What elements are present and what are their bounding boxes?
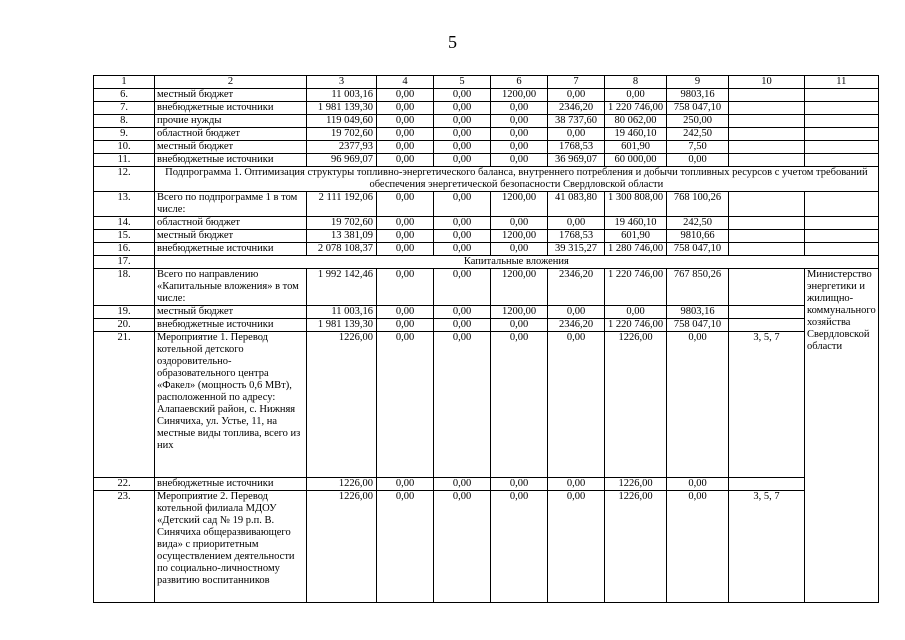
row-number: 12.	[94, 167, 155, 192]
cell-value: 0,00	[548, 89, 605, 102]
cell-value: 0,00	[434, 332, 491, 478]
cell-value: 0,00	[491, 141, 548, 154]
row-number: 15.	[94, 230, 155, 243]
row-number: 14.	[94, 217, 155, 230]
row-number: 8.	[94, 115, 155, 128]
cell-value: 38 737,60	[548, 115, 605, 128]
cell-value	[805, 243, 879, 256]
table-row	[94, 154, 879, 167]
cell-value: 0,00	[434, 141, 491, 154]
cell-value: 1226,00	[605, 332, 667, 478]
column-header: 5	[434, 76, 491, 89]
cell-value	[805, 141, 879, 154]
budget-table	[93, 75, 879, 603]
cell-value: 1200,00	[491, 89, 548, 102]
row-label: местный бюджет	[155, 89, 307, 102]
cell-value: 0,00	[491, 115, 548, 128]
cell-value	[805, 128, 879, 141]
table-row	[94, 167, 879, 192]
cell-value: 0,00	[377, 230, 434, 243]
cell-value: 0,00	[434, 128, 491, 141]
cell-value: 0,00	[377, 217, 434, 230]
page-number: 5	[448, 32, 457, 52]
cell-value: 0,00	[377, 141, 434, 154]
cell-value: 2 111 192,06	[307, 192, 377, 217]
column-header-row	[94, 76, 879, 89]
cell-value: 36 969,07	[548, 154, 605, 167]
cell-value: 0,00	[491, 319, 548, 332]
table-row	[94, 230, 879, 243]
row-label: прочие нужды	[155, 115, 307, 128]
row-number: 17.	[94, 256, 155, 269]
table-row	[94, 332, 879, 478]
cell-value: 119 049,60	[307, 115, 377, 128]
cell-value: 0,00	[377, 306, 434, 319]
cell-value	[729, 141, 805, 154]
table-row	[94, 256, 879, 269]
cell-value: 1 981 139,30	[307, 102, 377, 115]
column-header: 1	[94, 76, 155, 89]
table-row	[94, 319, 879, 332]
cell-value	[729, 128, 805, 141]
cell-value: 601,90	[605, 141, 667, 154]
cell-value: 0,00	[377, 154, 434, 167]
cell-value: 1 220 746,00	[605, 269, 667, 306]
cell-value: 1226,00	[605, 491, 667, 603]
cell-value	[805, 230, 879, 243]
cell-value: 0,00	[377, 332, 434, 478]
cell-value: 0,00	[667, 332, 729, 478]
cell-value: 758 047,10	[667, 319, 729, 332]
row-label: внебюджетные источники	[155, 102, 307, 115]
row-label: внебюджетные источники	[155, 319, 307, 332]
column-header: 10	[729, 76, 805, 89]
cell-value: 1 981 139,30	[307, 319, 377, 332]
row-number: 20.	[94, 319, 155, 332]
row-number: 6.	[94, 89, 155, 102]
table-row	[94, 269, 879, 306]
row-number: 11.	[94, 154, 155, 167]
cell-value	[729, 230, 805, 243]
cell-value: 242,50	[667, 217, 729, 230]
row-label: внебюджетные источники	[155, 243, 307, 256]
cell-value: 0,00	[548, 306, 605, 319]
cell-value: 0,00	[491, 332, 548, 478]
row-number: 9.	[94, 128, 155, 141]
cell-value: 1 220 746,00	[605, 319, 667, 332]
cell-value	[805, 102, 879, 115]
cell-value: 0,00	[491, 217, 548, 230]
column-header: 2	[155, 76, 307, 89]
cell-value: 13 381,09	[307, 230, 377, 243]
cell-value: 0,00	[377, 89, 434, 102]
column-header: 6	[491, 76, 548, 89]
table-row	[94, 192, 879, 217]
column-header: 3	[307, 76, 377, 89]
cell-value	[729, 102, 805, 115]
cell-value: 0,00	[434, 230, 491, 243]
cell-value: 0,00	[377, 269, 434, 306]
row-label: внебюджетные источники	[155, 154, 307, 167]
cell-value: 0,00	[377, 115, 434, 128]
cell-value: 3, 5, 7	[729, 491, 805, 603]
table-row	[94, 491, 879, 603]
cell-value: 1768,53	[548, 230, 605, 243]
cell-value	[805, 192, 879, 217]
row-label: Мероприятие 1. Перевод котельной детского оздоровительно-образовательного центра «Факел» (мощность 0,6 МВт), расположенной по адресу: Алапаевский район, с. Нижняя Синячиха, ул. Устье, 11, на местные виды топлива, всего из них	[155, 332, 307, 478]
column-header: 4	[377, 76, 434, 89]
cell-value	[729, 154, 805, 167]
cell-value: 0,00	[377, 319, 434, 332]
cell-value: 0,00	[548, 491, 605, 603]
table-row	[94, 243, 879, 256]
cell-value	[805, 154, 879, 167]
cell-value: 0,00	[667, 478, 729, 491]
table-row	[94, 217, 879, 230]
cell-value: 19 460,10	[605, 217, 667, 230]
row-number: 18.	[94, 269, 155, 306]
cell-value: 0,00	[548, 478, 605, 491]
cell-value: 19 460,10	[605, 128, 667, 141]
cell-value: 768 100,26	[667, 192, 729, 217]
cell-value: 60 000,00	[605, 154, 667, 167]
cell-value: 0,00	[491, 478, 548, 491]
table-row	[94, 478, 879, 491]
row-number: 23.	[94, 491, 155, 603]
responsible-executor: Министерство энергетики и жилищно-коммунального хозяйства Свердловской области	[805, 269, 879, 603]
cell-value: 0,00	[434, 491, 491, 603]
cell-value: 2346,20	[548, 319, 605, 332]
cell-value: 39 315,27	[548, 243, 605, 256]
cell-value: 1200,00	[491, 192, 548, 217]
cell-value	[805, 217, 879, 230]
cell-value	[729, 243, 805, 256]
cell-value: 7,50	[667, 141, 729, 154]
row-label: местный бюджет	[155, 141, 307, 154]
cell-value: 0,00	[434, 478, 491, 491]
cell-value	[805, 115, 879, 128]
row-number: 21.	[94, 332, 155, 478]
cell-value	[729, 217, 805, 230]
cell-value: 9810,66	[667, 230, 729, 243]
cell-value: 1226,00	[307, 332, 377, 478]
table-row	[94, 128, 879, 141]
cell-value: 0,00	[377, 478, 434, 491]
cell-value: 1200,00	[491, 230, 548, 243]
cell-value: 242,50	[667, 128, 729, 141]
row-number: 10.	[94, 141, 155, 154]
cell-value: 9803,16	[667, 306, 729, 319]
row-number: 19.	[94, 306, 155, 319]
cell-value: 0,00	[548, 332, 605, 478]
cell-value	[729, 319, 805, 332]
cell-value: 0,00	[548, 217, 605, 230]
section-heading: Подпрограмма 1. Оптимизация структуры топливно-энергетического баланса, внутреннего потребления и добычи топливных ресурсов с учетом требований обеспечения энергетической безопасности Свердловской области	[155, 167, 879, 192]
cell-value: 758 047,10	[667, 102, 729, 115]
table-row	[94, 115, 879, 128]
cell-value: 1768,53	[548, 141, 605, 154]
cell-value: 0,00	[491, 102, 548, 115]
cell-value: 0,00	[377, 192, 434, 217]
cell-value: 601,90	[605, 230, 667, 243]
table-row	[94, 102, 879, 115]
cell-value: 0,00	[434, 269, 491, 306]
cell-value: 0,00	[605, 89, 667, 102]
cell-value	[729, 306, 805, 319]
cell-value: 1226,00	[307, 478, 377, 491]
column-header: 11	[805, 76, 879, 89]
cell-value: 1 992 142,46	[307, 269, 377, 306]
cell-value: 2377,93	[307, 141, 377, 154]
cell-value: 0,00	[667, 154, 729, 167]
row-label: Всего по направлению «Капитальные вложения» в том числе:	[155, 269, 307, 306]
cell-value: 0,00	[434, 89, 491, 102]
cell-value: 0,00	[491, 243, 548, 256]
cell-value: 3, 5, 7	[729, 332, 805, 478]
cell-value: 80 062,00	[605, 115, 667, 128]
column-header: 8	[605, 76, 667, 89]
section-heading: Капитальные вложения	[155, 256, 879, 269]
row-number: 13.	[94, 192, 155, 217]
cell-value: 0,00	[434, 192, 491, 217]
cell-value: 0,00	[491, 154, 548, 167]
row-number: 7.	[94, 102, 155, 115]
cell-value: 1200,00	[491, 306, 548, 319]
cell-value: 0,00	[377, 491, 434, 603]
cell-value: 41 083,80	[548, 192, 605, 217]
table-row	[94, 306, 879, 319]
cell-value: 0,00	[605, 306, 667, 319]
cell-value	[729, 115, 805, 128]
cell-value: 0,00	[434, 115, 491, 128]
cell-value: 1226,00	[605, 478, 667, 491]
cell-value: 96 969,07	[307, 154, 377, 167]
cell-value: 0,00	[491, 128, 548, 141]
cell-value: 0,00	[434, 243, 491, 256]
cell-value: 2346,20	[548, 102, 605, 115]
row-label: Мероприятие 2. Перевод котельной филиала МДОУ «Детский сад № 19 р.п. В. Синячиха общеразвивающего вида» с приоритетным осуществлением деятельности по социально-личностному развитию воспитанников	[155, 491, 307, 603]
cell-value: 0,00	[548, 128, 605, 141]
table-row	[94, 89, 879, 102]
cell-value: 0,00	[434, 102, 491, 115]
row-label: областной бюджет	[155, 217, 307, 230]
cell-value: 0,00	[377, 102, 434, 115]
cell-value: 11 003,16	[307, 89, 377, 102]
cell-value: 1226,00	[307, 491, 377, 603]
cell-value: 2 078 108,37	[307, 243, 377, 256]
row-label: внебюджетные источники	[155, 478, 307, 491]
row-label: местный бюджет	[155, 306, 307, 319]
cell-value: 19 702,60	[307, 217, 377, 230]
cell-value: 11 003,16	[307, 306, 377, 319]
cell-value: 0,00	[491, 491, 548, 603]
cell-value: 250,00	[667, 115, 729, 128]
table-row	[94, 141, 879, 154]
row-number: 22.	[94, 478, 155, 491]
cell-value: 0,00	[434, 319, 491, 332]
cell-value: 2346,20	[548, 269, 605, 306]
cell-value: 19 702,60	[307, 128, 377, 141]
cell-value: 1 280 746,00	[605, 243, 667, 256]
cell-value: 1200,00	[491, 269, 548, 306]
cell-value: 0,00	[434, 154, 491, 167]
cell-value: 9803,16	[667, 89, 729, 102]
row-label: местный бюджет	[155, 230, 307, 243]
cell-value	[729, 89, 805, 102]
cell-value: 1 220 746,00	[605, 102, 667, 115]
cell-value: 767 850,26	[667, 269, 729, 306]
cell-value: 0,00	[434, 306, 491, 319]
row-label: областной бюджет	[155, 128, 307, 141]
cell-value: 758 047,10	[667, 243, 729, 256]
cell-value: 0,00	[377, 128, 434, 141]
cell-value	[805, 89, 879, 102]
column-header: 7	[548, 76, 605, 89]
cell-value	[729, 478, 805, 491]
row-number: 16.	[94, 243, 155, 256]
cell-value	[729, 192, 805, 217]
cell-value: 0,00	[667, 491, 729, 603]
cell-value: 0,00	[377, 243, 434, 256]
cell-value: 1 300 808,00	[605, 192, 667, 217]
column-header: 9	[667, 76, 729, 89]
cell-value: 0,00	[434, 217, 491, 230]
cell-value	[729, 269, 805, 306]
row-label: Всего по подпрограмме 1 в том числе:	[155, 192, 307, 217]
